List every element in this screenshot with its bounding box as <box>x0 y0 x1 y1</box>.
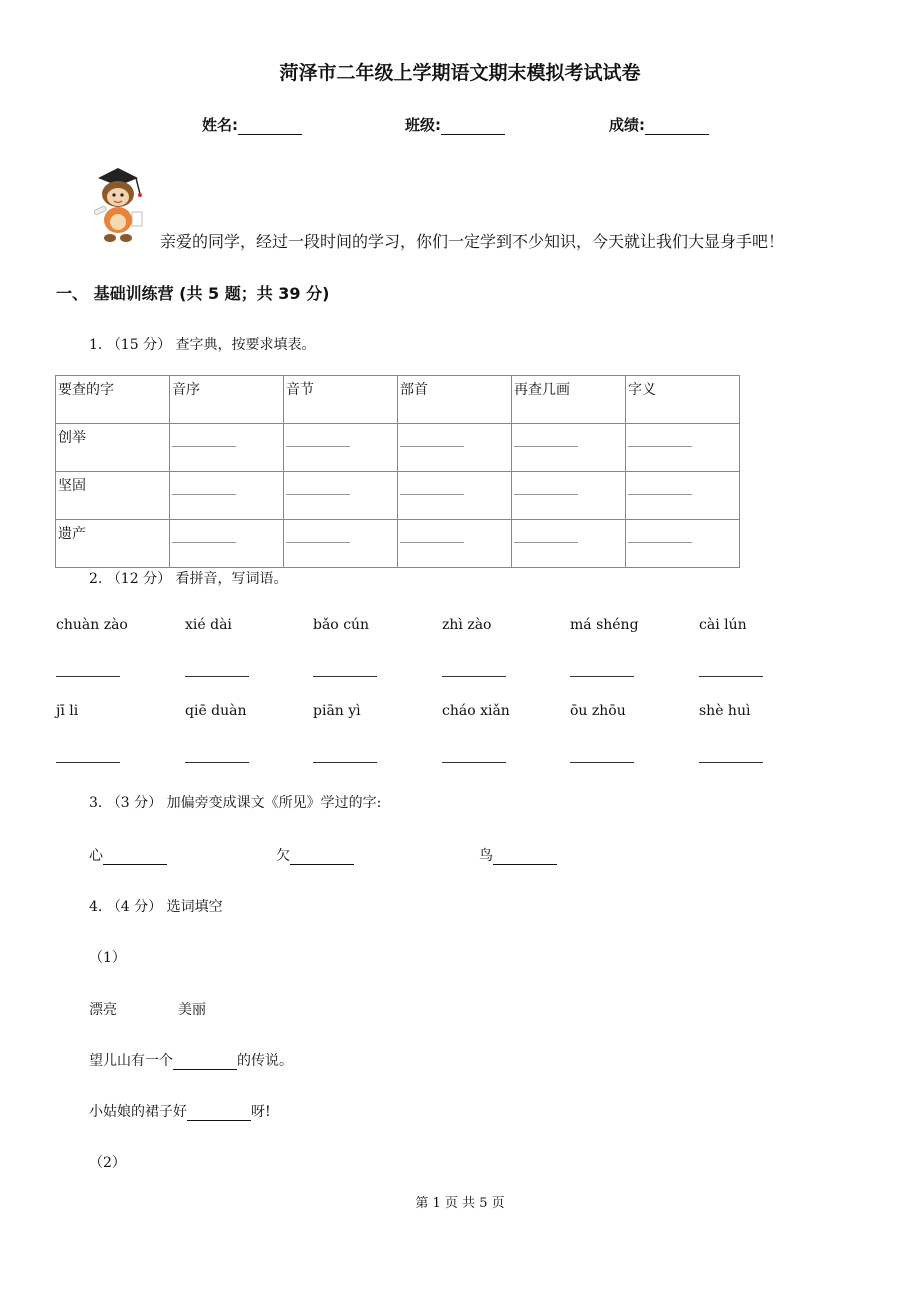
word-choice: 漂亮 <box>89 1002 117 1018</box>
subpart-label: （1） <box>89 950 126 966</box>
pinyin-item: cháo xiǎn <box>442 703 510 719</box>
sentence-text: 呀! <box>251 1104 271 1120</box>
name-label: 姓名: <box>202 116 238 134</box>
pinyin-item: shè huì <box>699 703 751 719</box>
section-heading: 一、 基础训练营 (共 5 题；共 39 分) <box>56 284 330 303</box>
row-word: 遗产 <box>56 520 170 568</box>
class-field <box>405 114 505 135</box>
answer-blank[interactable] <box>442 676 506 677</box>
table-header: 音序 <box>170 376 284 424</box>
table-header-row <box>56 376 740 424</box>
question-2 <box>89 568 288 588</box>
radical-item <box>89 845 167 865</box>
answer-blank[interactable] <box>290 864 354 865</box>
radical-char: 鸟 <box>479 848 493 864</box>
fill-sentence <box>89 1101 271 1121</box>
fill-sentence <box>89 1050 293 1070</box>
pinyin-item: jī li <box>56 703 79 719</box>
table-header: 再查几画 <box>512 376 626 424</box>
table-header: 部首 <box>398 376 512 424</box>
answer-cell[interactable] <box>626 424 740 472</box>
pinyin-item: má shéng <box>570 617 639 633</box>
sentence-text: 望儿山有一个 <box>89 1053 173 1069</box>
row-word: 创举 <box>56 424 170 472</box>
q2-number: 2. <box>89 571 103 587</box>
answer-cell[interactable] <box>170 520 284 568</box>
q1-number: 1. <box>89 337 103 353</box>
pinyin-item: chuàn zào <box>56 617 128 633</box>
answer-blank[interactable] <box>56 676 120 677</box>
q4-prompt: 选词填空 <box>166 899 223 915</box>
class-blank[interactable] <box>441 134 505 135</box>
q3-prompt: 加偏旁变成课文《所见》学过的字: <box>166 795 382 811</box>
pinyin-item: zhì zào <box>442 617 492 633</box>
question-1 <box>89 334 316 354</box>
sentence-text: 小姑娘的裙子好 <box>89 1104 187 1120</box>
score-blank[interactable] <box>645 134 709 135</box>
answer-cell[interactable] <box>512 424 626 472</box>
answer-cell[interactable] <box>398 472 512 520</box>
page-footer: 第 1 页 共 5 页 <box>415 1196 505 1211</box>
row-word: 坚固 <box>56 472 170 520</box>
class-label: 班级: <box>405 116 441 134</box>
q1-prompt: 查字典，按要求填表。 <box>175 337 316 353</box>
table-header: 音节 <box>284 376 398 424</box>
answer-cell[interactable] <box>284 472 398 520</box>
table-row <box>56 520 740 568</box>
q2-score: （12 分） <box>106 571 172 587</box>
answer-cell[interactable] <box>284 520 398 568</box>
answer-blank[interactable] <box>442 762 506 763</box>
answer-cell[interactable] <box>170 472 284 520</box>
answer-blank[interactable] <box>313 762 377 763</box>
dictionary-table <box>55 375 740 568</box>
name-field <box>202 114 302 135</box>
pinyin-item: xié dài <box>185 617 232 633</box>
table-header: 要查的字 <box>56 376 170 424</box>
answer-cell[interactable] <box>284 424 398 472</box>
radical-item <box>276 845 354 865</box>
q2-prompt: 看拼音，写词语。 <box>175 571 288 587</box>
radical-char: 心 <box>89 848 103 864</box>
radical-item <box>479 845 557 865</box>
sentence-text: 的传说。 <box>237 1053 293 1069</box>
score-field <box>609 114 709 135</box>
greeting-text: 亲爱的同学，经过一段时间的学习，你们一定学到不少知识，今天就让我们大显身手吧！ <box>160 232 785 251</box>
q3-number: 3. <box>89 795 103 811</box>
answer-blank[interactable] <box>570 762 634 763</box>
pinyin-item: cài lún <box>699 617 747 633</box>
answer-blank[interactable] <box>313 676 377 677</box>
answer-blank[interactable] <box>493 864 557 865</box>
answer-blank[interactable] <box>185 762 249 763</box>
name-blank[interactable] <box>238 134 302 135</box>
q4-score: （4 分） <box>106 899 163 915</box>
answer-blank[interactable] <box>185 676 249 677</box>
page-title: 菏泽市二年级上学期语文期末模拟考试试卷 <box>279 62 641 84</box>
subpart-label: （2） <box>89 1155 126 1171</box>
answer-cell[interactable] <box>398 424 512 472</box>
answer-blank[interactable] <box>173 1069 237 1070</box>
student-mascot-icon <box>88 164 154 248</box>
answer-cell[interactable] <box>626 520 740 568</box>
q4-number: 4. <box>89 899 103 915</box>
answer-blank[interactable] <box>699 762 763 763</box>
answer-blank[interactable] <box>570 676 634 677</box>
answer-blank[interactable] <box>699 676 763 677</box>
question-3 <box>89 792 381 812</box>
answer-cell[interactable] <box>170 424 284 472</box>
table-row <box>56 424 740 472</box>
score-label: 成绩: <box>609 116 645 134</box>
answer-cell[interactable] <box>398 520 512 568</box>
word-choice: 美丽 <box>178 1002 206 1018</box>
radical-char: 欠 <box>276 848 290 864</box>
table-header: 字义 <box>626 376 740 424</box>
pinyin-item: ōu zhōu <box>570 703 626 719</box>
pinyin-item: piān yì <box>313 703 361 719</box>
q3-score: （3 分） <box>106 795 163 811</box>
q1-score: （15 分） <box>106 337 172 353</box>
answer-blank[interactable] <box>103 864 167 865</box>
pinyin-item: qiē duàn <box>185 703 247 719</box>
answer-cell[interactable] <box>512 520 626 568</box>
answer-blank[interactable] <box>187 1120 251 1121</box>
question-4 <box>89 896 223 916</box>
pinyin-item: bǎo cún <box>313 617 370 633</box>
answer-cell[interactable] <box>512 472 626 520</box>
answer-cell[interactable] <box>626 472 740 520</box>
table-row <box>56 472 740 520</box>
answer-blank[interactable] <box>56 762 120 763</box>
